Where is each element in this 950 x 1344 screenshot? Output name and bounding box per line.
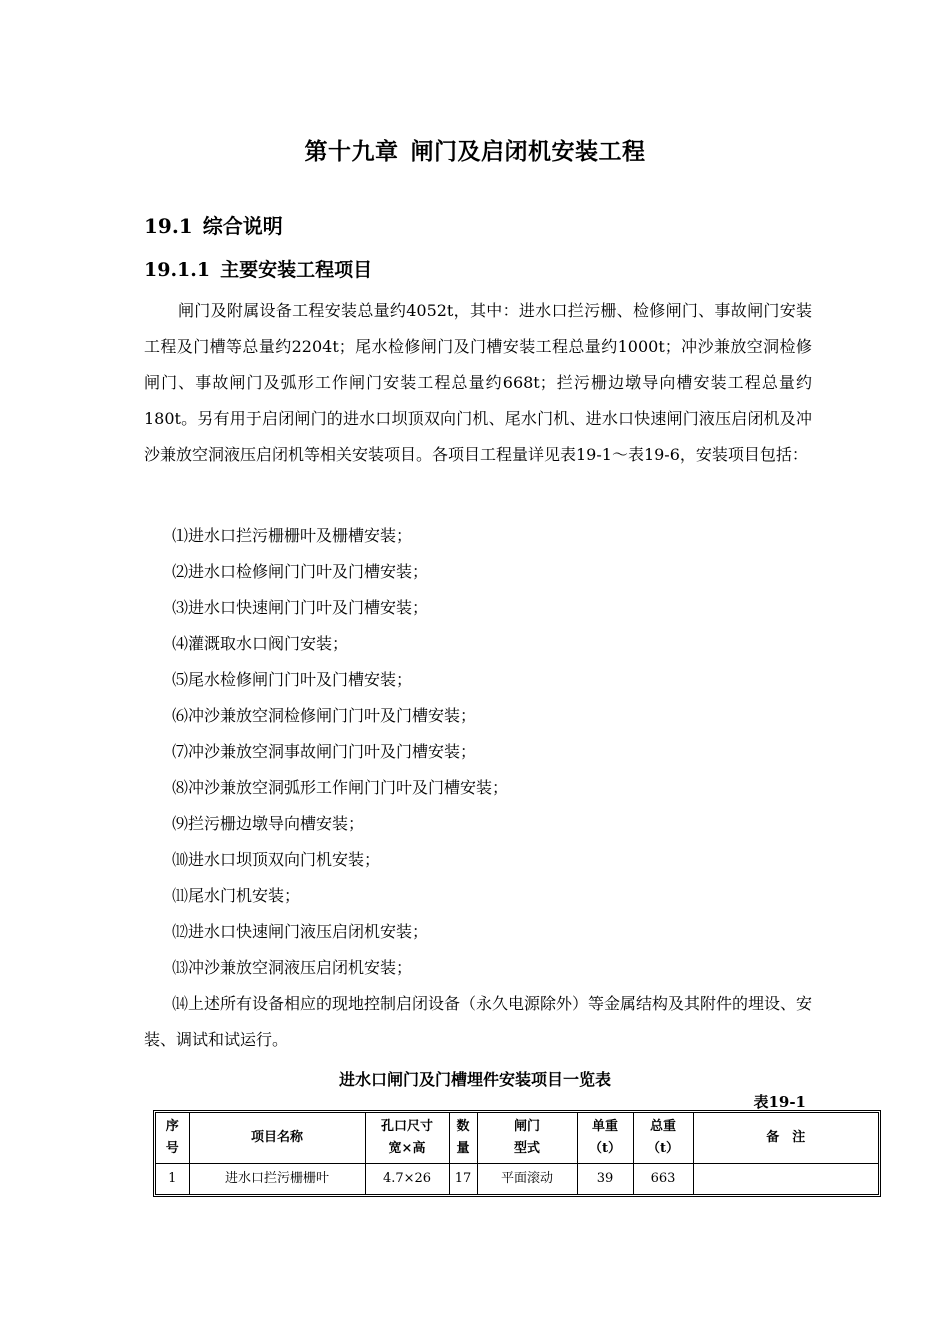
chapter-name: 闸门及启闭机安装工程 [410, 138, 646, 165]
table-title: 进水口闸门及门槽埋件安装项目一览表 [338, 1070, 611, 1089]
chapter-number: 第十九章 [304, 138, 399, 165]
list-item: ⑷灌溉取水口阀门安装； [172, 634, 349, 653]
header-gate-type: 闸门 型式 [477, 1113, 577, 1164]
cell-name: 进水口拦污栅栅叶 [189, 1164, 365, 1195]
list-item: ⒁上述所有设备相应的现地控制启闭设备（永久电源除外）等金属结构及其附件的埋设、安装、调试和试运行。 [144, 994, 813, 1049]
list-item: ⑶进水口快速闸门门叶及门槽安装； [172, 598, 429, 617]
cell-gate-type: 平面滚动 [477, 1164, 577, 1195]
header-total-weight: 总重 （t） [633, 1113, 693, 1164]
section-heading [144, 209, 283, 243]
list-item: ⑸尾水检修闸门门叶及门槽安装； [172, 670, 413, 689]
install-table [153, 1110, 881, 1197]
subsection-number: 19.1.1 [144, 259, 211, 281]
list-item: ⑹冲沙兼放空洞检修闸门门叶及门槽安装； [172, 706, 477, 725]
list-item: ⑿进水口快速闸门液压启闭机安装； [172, 922, 429, 941]
cell-total-weight: 663 [633, 1164, 693, 1195]
section-title: 综合说明 [202, 214, 283, 238]
subsection-heading [144, 254, 372, 286]
cell-remark [693, 1164, 878, 1195]
header-size: 孔口尺寸 宽×高 [365, 1113, 449, 1164]
header-seq: 序 号 [156, 1113, 189, 1164]
table-number: 表19-1 [753, 1093, 806, 1111]
list-item: ⑼拦污栅边墩导向槽安装； [172, 814, 365, 833]
header-qty: 数 量 [449, 1113, 477, 1164]
list-item: ⒀冲沙兼放空洞液压启闭机安装； [172, 958, 413, 977]
header-name: 项目名称 [189, 1113, 365, 1164]
intro-paragraph: 闸门及附属设备工程安装总量约4052t，其中：进水口拦污栅、检修闸门、事故闸门安装工程及门槽等总量约2204t；尾水检修闸门及门槽安装工程总量约1000t；冲沙兼放空洞检修闸门、事故闸门及弧形工作闸门安装工程总量约668t；拦污栅边墩导向槽安装工程总量约180t。另有用于启闭闸门的进水口坝顶双向门机、尾水门机、进水口快速闸门液压启闭机及冲沙兼放空洞液压启闭机等相关安装项目。各项目工程量详见表19-1～表19-6，安装项目包括： [144, 301, 812, 464]
section-number: 19.1 [144, 214, 193, 238]
table-row [156, 1164, 878, 1195]
cell-seq: 1 [156, 1164, 189, 1195]
install-item-list [144, 518, 812, 1058]
list-item: ⑽进水口坝顶双向门机安装； [172, 850, 381, 869]
cell-unit-weight: 39 [577, 1164, 633, 1195]
cell-qty: 17 [449, 1164, 477, 1195]
cell-size: 4.7×26 [365, 1164, 449, 1195]
subsection-title: 主要安装工程项目 [220, 259, 373, 281]
list-item: ⑾尾水门机安装； [172, 886, 301, 905]
list-item: ⑻冲沙兼放空洞弧形工作闸门门叶及门槽安装； [172, 778, 509, 797]
table-header-row [156, 1113, 878, 1164]
header-remark: 备 注 [693, 1113, 878, 1164]
list-item: ⑺冲沙兼放空洞事故闸门门叶及门槽安装； [172, 742, 477, 761]
chapter-title [0, 134, 950, 170]
header-unit-weight: 单重 （t） [577, 1113, 633, 1164]
list-item: ⑴进水口拦污栅栅叶及栅槽安装； [172, 526, 413, 545]
list-item: ⑵进水口检修闸门门叶及门槽安装； [172, 562, 429, 581]
